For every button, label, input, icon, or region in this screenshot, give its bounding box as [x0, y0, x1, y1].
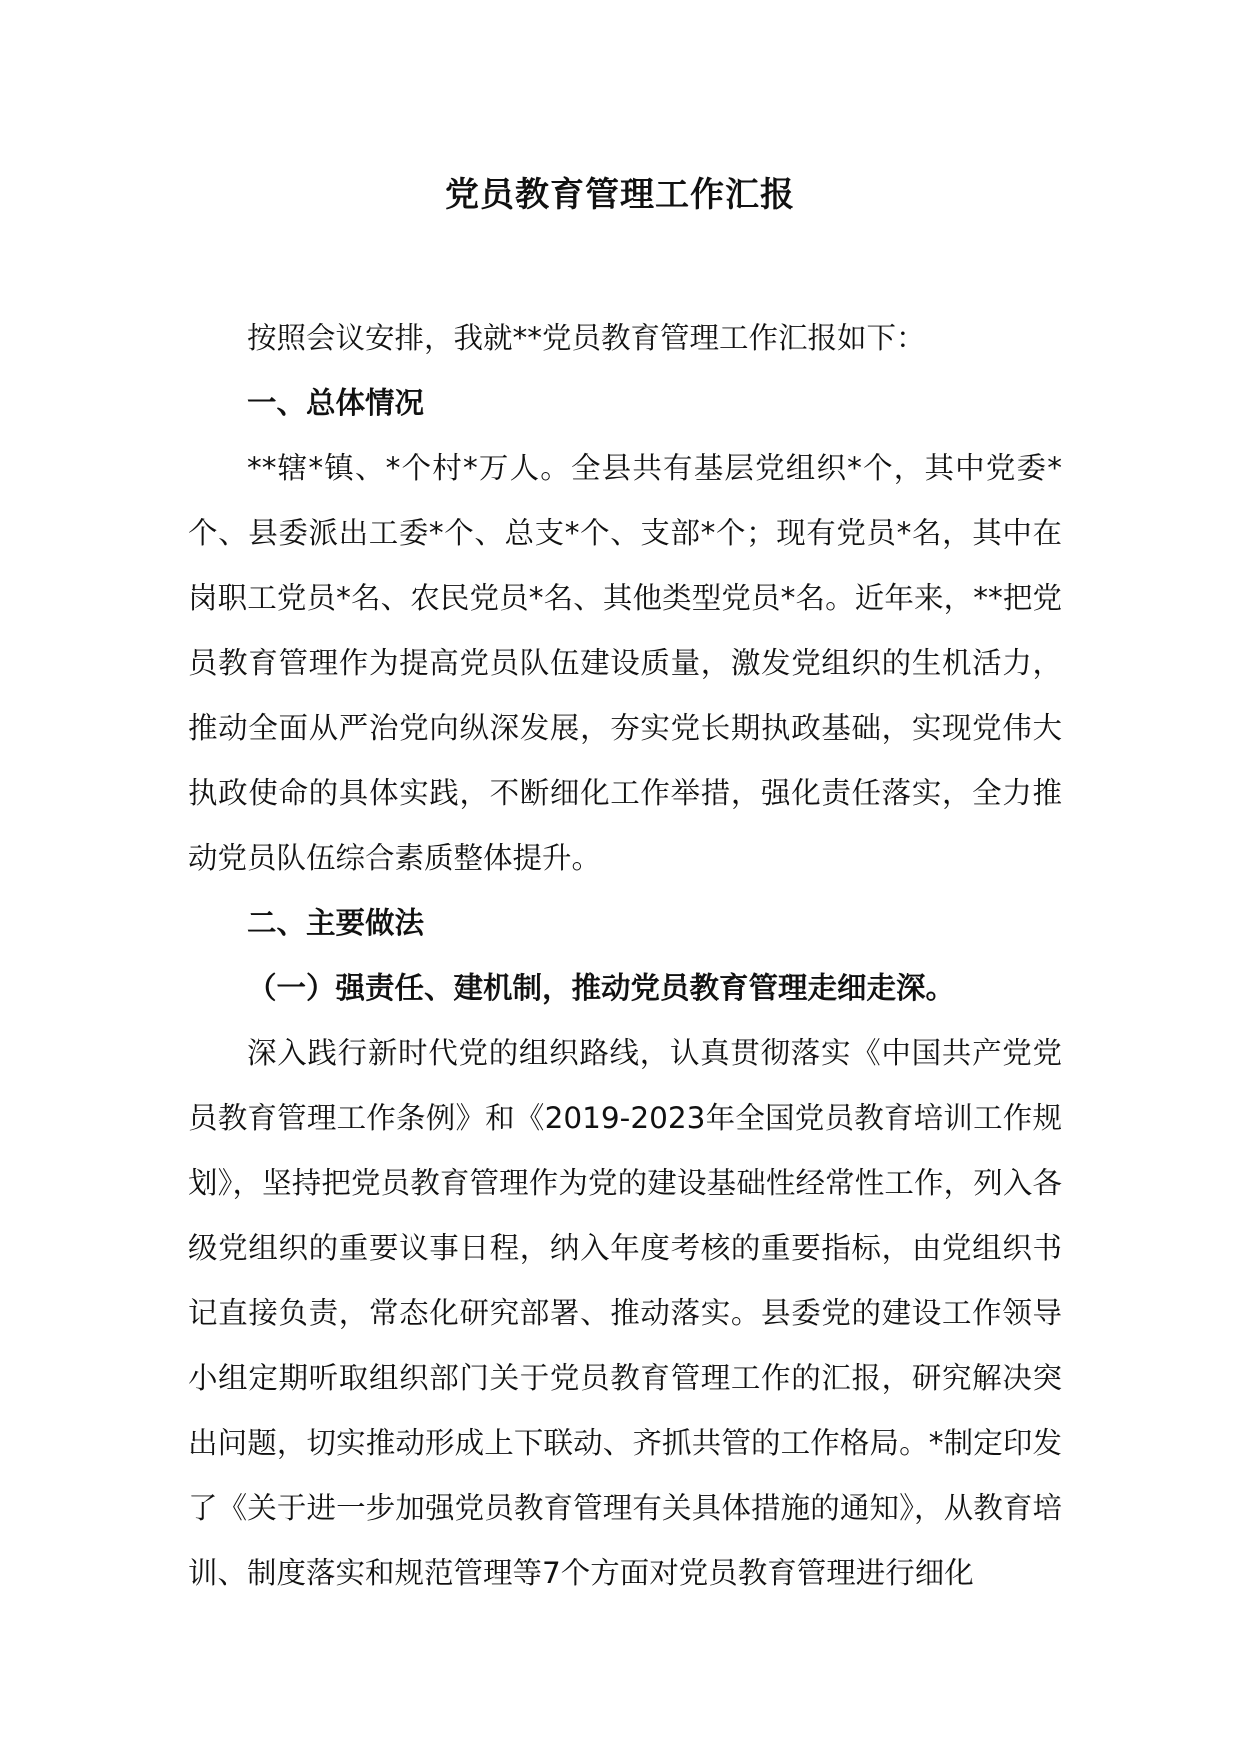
section-2-heading: 二、主要做法: [247, 906, 425, 940]
document-title: 党员教育管理工作汇报: [445, 175, 795, 215]
intro-paragraph: 按照会议安排，我就**党员教育管理工作汇报如下：: [247, 321, 926, 355]
section-1-heading: 一、总体情况: [247, 386, 425, 420]
section-1-paragraph: **辖*镇、*个村*万人。全县共有基层党组织*个，其中党委*个、县委派出工委*个、总支*个、支部*个；现有党员*名，其中在岗职工党员*名、农民党员*名、其他类型党员*名。近年来，**把党员教育管理作为提高党员队伍建设质量，激发党组织的生机活力，推动全面从严治党向纵深发展，夯实党长期执政基础，实现党伟大执政使命的具体实践，不断细化工作举措，强化责任落实，全力推动党员队伍综合素质整体提升。: [188, 451, 1062, 875]
section-2-subheading: （一）强责任、建机制，推动党员教育管理走细走深。: [247, 971, 956, 1005]
document-body: [188, 306, 1062, 1606]
section-2-paragraph: 深入践行新时代党的组织路线，认真贯彻落实《中国共产党党员教育管理工作条例》和《2019-2023年全国党员教育培训工作规划》，坚持把党员教育管理作为党的建设基础性经常性工作，列入各级党组织的重要议事日程，纳入年度考核的重要指标，由党组织书记直接负责，常态化研究部署、推动落实。县委党的建设工作领导小组定期听取组织部门关于党员教育管理工作的汇报，研究解决突出问题，切实推动形成上下联动、齐抓共管的工作格局。*制定印发了《关于进一步加强党员教育管理有关具体措施的通知》，从教育培训、制度落实和规范管理等7个方面对党员教育管理进行细化: [188, 1036, 1062, 1590]
